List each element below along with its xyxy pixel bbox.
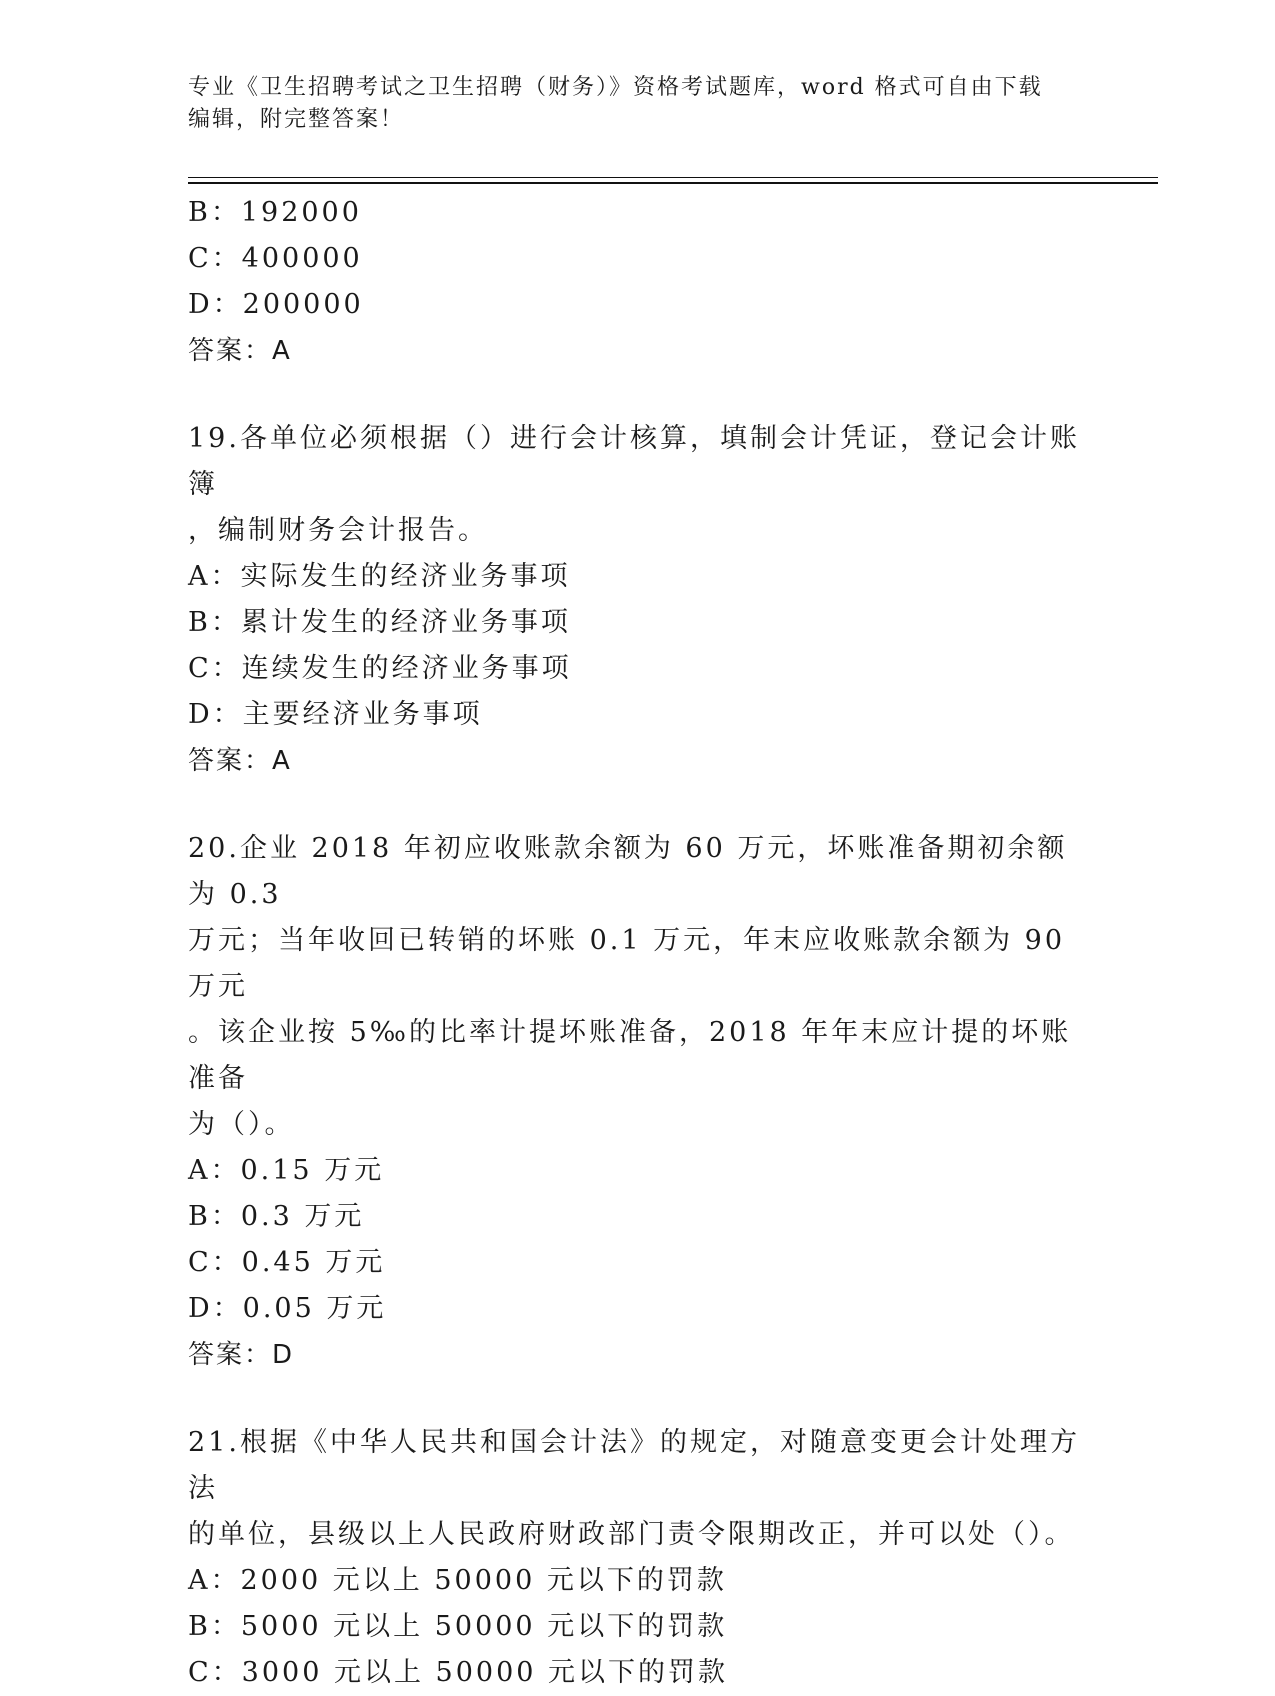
question-21 [188,1420,1088,1696]
question-text-line: 19.各单位必须根据（）进行会计核算，填制会计凭证，登记会计账簿 [188,423,1080,500]
option-b: B：0.3 万元 [188,1201,365,1232]
option-b: B：192000 [188,197,362,228]
option-c: C：0.45 万元 [188,1247,386,1278]
answer-line: 答案：D [188,1340,295,1370]
question-text-line: 万元；当年收回已转销的坏账 0.1 万元，年末应收账款余额为 90 万元 [188,925,1066,1002]
question-20 [188,826,1088,1378]
header-rule-thick [188,182,1158,184]
option-a: A：2000 元以上 50000 元以下的罚款 [188,1565,727,1596]
page-header [188,72,1088,136]
option-d: D：200000 [188,289,364,320]
option-c: C：3000 元以上 50000 元以下的罚款 [188,1657,729,1688]
header-rule-thin [188,177,1158,178]
question-19 [188,416,1088,784]
option-b: B：5000 元以上 50000 元以下的罚款 [188,1611,728,1642]
spacer [188,374,1088,416]
question-text-line: 的单位，县级以上人民政府财政部门责令限期改正，并可以处（）。 [188,1519,1075,1550]
option-a: A：实际发生的经济业务事项 [188,561,571,592]
document-body [188,190,1088,1696]
header-line-2: 编辑，附完整答案！ [188,107,405,132]
option-a: A：0.15 万元 [188,1155,385,1186]
option-d: D：主要经济业务事项 [188,699,483,730]
question-text-line: 为（）。 [188,1109,295,1140]
question-text-line: 20.企业 2018 年初应收账款余额为 60 万元，坏账准备期初余额为 0.3 [188,833,1068,910]
option-c: C：400000 [188,243,363,274]
answer-line: 答案：A [188,336,292,366]
option-c: C：连续发生的经济业务事项 [188,653,572,684]
spacer [188,784,1088,826]
question-text-line: 21.根据《中华人民共和国会计法》的规定，对随意变更会计处理方法 [188,1427,1080,1504]
question-18-tail [188,190,1088,374]
question-text-line: 。该企业按 5‰的比率计提坏账准备，2018 年年末应计提的坏账准备 [188,1017,1072,1094]
spacer [188,1378,1088,1420]
header-line-1: 专业《卫生招聘考试之卫生招聘（财务）》资格考试题库，word 格式可自由下载 [188,75,1043,100]
answer-line: 答案：A [188,746,292,776]
option-b: B：累计发生的经济业务事项 [188,607,571,638]
question-text-line: ，编制财务会计报告。 [188,515,488,546]
option-d: D：0.05 万元 [188,1293,387,1324]
